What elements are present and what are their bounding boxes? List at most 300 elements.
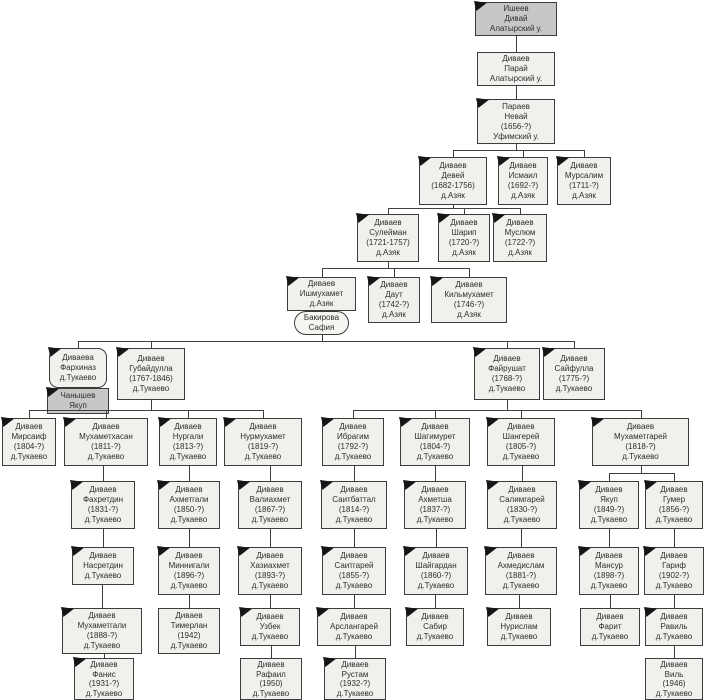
person-node-nevai [477, 99, 555, 144]
person-text-line: Диваев [92, 422, 120, 431]
person-text-line: Нургали [172, 432, 204, 441]
person-text-line: (1805-?) [505, 442, 537, 451]
connector-line [609, 529, 610, 547]
person-text-line: Диваев [341, 660, 369, 669]
person-text-line: д.Тукаево [655, 632, 693, 641]
person-text-line: Фархиназ [60, 363, 96, 372]
person-text-line: Диваев [660, 551, 688, 560]
person-node-yakup [579, 481, 639, 529]
person-text-line: Невай [504, 111, 528, 121]
connector-line [436, 529, 437, 547]
person-node-mirsaif [2, 418, 56, 466]
person-text-line: (1768-?) [491, 374, 523, 383]
person-text-line: д.Тукаево [251, 632, 289, 641]
person-text-line: Гариф [662, 561, 686, 570]
person-text-line: Чанышев [60, 391, 96, 400]
person-text-line: Диваев [340, 551, 368, 560]
person-text-line: Диваев [570, 161, 598, 170]
person-text-line: Сабир [423, 622, 447, 631]
person-text-line: Бакирова [303, 313, 340, 322]
person-text-line: д.Азяк [457, 310, 481, 319]
connector-line [469, 268, 470, 277]
connector-line [29, 410, 30, 418]
person-text-line: Диваев [339, 422, 367, 431]
person-text-line: (1804-?) [419, 442, 451, 451]
person-text-line: Ахмедислам [497, 561, 545, 570]
person-node-ravil [645, 608, 703, 646]
person-text-line: Равиль [660, 622, 688, 631]
person-node-devei [419, 157, 487, 205]
person-text-line: д.Тукаево [590, 515, 628, 524]
connector-line [609, 473, 610, 481]
person-text-line: Диваев [450, 218, 478, 227]
connector-line [435, 466, 436, 481]
person-text-line: Диваева [62, 353, 94, 362]
connector-line [270, 466, 271, 481]
connector-line [507, 341, 508, 348]
person-text-line: Дивай [504, 14, 528, 23]
person-text-line: (1746-?) [453, 300, 485, 309]
person-text-line: Диваев [307, 279, 336, 288]
person-text-line: (1942) [177, 631, 201, 640]
connector-line [521, 529, 522, 547]
person-text-line: д.Азяк [376, 248, 400, 257]
person-text-line: (1722-?) [504, 238, 536, 247]
connector-line [388, 208, 389, 214]
connector-line [394, 268, 395, 277]
person-text-line: Хазиахмет [250, 561, 290, 570]
connector-line [151, 400, 152, 410]
person-text-line: Диваев [374, 218, 402, 227]
person-text-line: д.Азяк [441, 191, 465, 200]
connector-line [189, 466, 190, 481]
person-text-line: (1946) [662, 679, 686, 688]
person-text-line: Сайфулла [554, 364, 594, 373]
person-node-sabir [406, 608, 464, 646]
connector-line [609, 473, 675, 474]
person-text-line: Шангерей [502, 432, 540, 441]
person-text-line: Тимерлан [170, 621, 208, 630]
person-node-ismail [498, 157, 548, 205]
connector-line [523, 150, 524, 157]
person-text-line: д.Тукаево [84, 571, 122, 580]
person-text-line: д.Тукаево [416, 452, 454, 461]
person-text-line: д.Тукаево [655, 581, 693, 590]
person-text-line: д.Тукаево [488, 384, 526, 393]
person-text-line: Нурислам [500, 622, 538, 631]
person-text-line: д.Тукаево [85, 688, 123, 698]
person-text-line: Диваев [137, 354, 165, 363]
person-text-line: Диваев [256, 551, 284, 560]
person-text-line: д.Азяк [309, 299, 334, 308]
connector-line [641, 410, 642, 418]
person-text-line: Диваев [174, 422, 202, 431]
person-text-line: Рафаил [256, 669, 286, 679]
person-text-line: (1896-?) [173, 571, 205, 580]
person-text-line: Миннигали [168, 561, 210, 570]
person-text-line: Диваев [455, 280, 483, 289]
person-text-line: Губайдулла [129, 364, 173, 373]
person-text-line: Диваев [595, 551, 623, 560]
person-text-line: (1850-?) [173, 505, 205, 514]
connector-line [674, 473, 675, 481]
connector-line [574, 341, 575, 348]
person-text-line: Диваев [256, 612, 284, 621]
connector-line [674, 529, 675, 547]
person-text-line: (1860-?) [420, 571, 452, 580]
connector-line [103, 529, 104, 547]
person-text-line: Диваев [560, 354, 588, 363]
person-text-line: д.Тукаево [655, 688, 693, 698]
person-text-line: (1813-?) [172, 442, 204, 451]
connector-line [270, 595, 271, 608]
person-text-line: Параев [502, 101, 530, 111]
connector-line [353, 410, 354, 418]
person-text-line: (1831-?) [87, 505, 119, 514]
person-text-line: д.Тукаево [169, 452, 207, 461]
connector-line [519, 595, 520, 608]
person-text-line: д.Тукаево [335, 515, 373, 524]
person-text-line: д.Тукаево [555, 384, 593, 393]
person-text-line: Фахретдин [82, 495, 124, 504]
connector-line [271, 646, 272, 658]
person-node-gubaidulla [117, 348, 185, 400]
person-text-line: д.Азяк [511, 191, 535, 200]
connector-line [106, 410, 107, 418]
connector-line [189, 529, 190, 547]
connector-line [151, 341, 152, 348]
connector-line [353, 410, 642, 411]
connector-line [507, 400, 508, 410]
person-text-line: д.Тукаево [335, 632, 373, 641]
person-text-line: Диваев [175, 551, 203, 560]
person-text-line: Диваев [439, 161, 467, 170]
person-text-line: д.Тукаево [503, 515, 541, 524]
person-text-line: Диваев [256, 485, 284, 494]
person-node-vil [645, 658, 703, 700]
person-text-line: Мирсаиф [11, 432, 47, 441]
person-text-line: Диваев [596, 612, 624, 621]
person-text-line: Сафия [308, 323, 335, 332]
person-text-line: Виль [664, 669, 684, 679]
person-text-line: Арслангарей [330, 622, 378, 631]
person-text-line: (1775-?) [558, 374, 590, 383]
person-node-arslangarei [317, 608, 391, 646]
person-text-line: Валиахмет [249, 495, 291, 504]
person-text-line: Диваев [421, 485, 449, 494]
connector-line [520, 208, 521, 214]
person-node-mursalim [557, 157, 611, 205]
person-text-line: д.Тукаево [500, 632, 538, 641]
connector-line [78, 341, 79, 348]
person-text-line: Насретдин [83, 561, 123, 570]
connector-line [322, 268, 470, 269]
connector-line [354, 595, 355, 608]
connector-line [522, 466, 523, 481]
person-text-line: Салимгарей [499, 495, 545, 504]
person-text-line: д.Тукаево [252, 688, 290, 698]
person-node-nurgali [159, 418, 217, 466]
person-node-sharip [438, 214, 490, 262]
person-node-nasretdin [72, 547, 134, 585]
person-text-line: (1881-?) [505, 571, 537, 580]
person-node-gumer [645, 481, 703, 529]
person-text-line: д.Тукаево [502, 581, 540, 590]
person-text-line: (1767-1846) [129, 374, 173, 383]
person-text-line: Диваев [88, 611, 116, 620]
person-text-line: Якуп [69, 401, 87, 410]
person-text-line: (1893-?) [254, 571, 286, 580]
person-text-line: Диваев [595, 485, 623, 494]
person-text-line: Уфимский у. [493, 131, 539, 141]
person-node-kilmuhamet [431, 277, 507, 323]
person-text-line: Мухаметхасан [79, 432, 133, 441]
connector-line [29, 410, 264, 411]
person-text-line: Диваев [422, 551, 450, 560]
person-text-line: Ибрагим [336, 432, 370, 441]
person-text-line: (1819-?) [247, 442, 279, 451]
connector-line [355, 646, 356, 658]
person-text-line: (1814-?) [338, 505, 370, 514]
person-node-saifulla [543, 348, 605, 400]
person-text-line: Фарит [598, 622, 622, 631]
connector-line [103, 466, 104, 481]
person-text-line: (1742-?) [378, 300, 410, 309]
person-text-line: Ахметгали [169, 495, 209, 504]
connector-line [189, 595, 190, 608]
person-text-line: Мурсалим [564, 171, 604, 180]
person-text-line: Диваев [249, 422, 277, 431]
person-node-muhametgarei [592, 418, 689, 466]
person-text-line: д.Тукаево [417, 581, 455, 590]
person-text-line: Диваев [89, 485, 117, 494]
person-node-farhinaz [49, 348, 107, 388]
person-text-line: Диваев [90, 660, 118, 669]
person-node-suleiman [357, 214, 419, 262]
connector-line [435, 595, 436, 608]
person-text-line: Диваев [257, 660, 285, 669]
person-node-ahmedislam [485, 547, 557, 595]
person-text-line: Саитгарей [334, 561, 374, 570]
person-node-minnigali [158, 547, 220, 595]
person-text-line: д.Тукаево [622, 452, 659, 461]
person-text-line: Сулейман [369, 228, 407, 237]
person-node-ahmetgali [158, 481, 220, 529]
person-text-line: Диваев [493, 354, 521, 363]
person-node-salimgarei [487, 481, 557, 529]
person-text-line: Ишмухамет [299, 289, 344, 298]
person-text-line: (1931-?) [88, 679, 120, 688]
person-node-daut [368, 277, 420, 323]
person-text-line: Алатырский у. [489, 74, 543, 83]
person-node-nurmuhamet [224, 418, 302, 466]
person-node-uzbek [240, 608, 300, 646]
connector-line [674, 595, 675, 608]
connector-line [464, 208, 465, 214]
connector-line [322, 268, 323, 277]
person-text-line: (1792-?) [337, 442, 369, 451]
person-text-line: Алатырский у. [489, 24, 543, 33]
connector-line [641, 466, 642, 473]
connector-line [453, 150, 454, 157]
person-node-shagimuret [400, 418, 470, 466]
person-text-line: Кильмухамет [444, 290, 494, 299]
person-text-line: Диваев [502, 54, 530, 63]
person-node-parai [477, 52, 555, 86]
person-text-line: д.Тукаево [416, 515, 454, 524]
person-text-line: Диваев [508, 485, 536, 494]
connector-line [610, 595, 611, 608]
person-text-line: Диваев [175, 611, 203, 620]
connector-line [78, 341, 575, 342]
connector-line [102, 585, 103, 608]
person-text-line: Файрушат [488, 364, 526, 373]
person-text-line: (1720-?) [448, 238, 480, 247]
connector-line [104, 654, 105, 658]
person-node-rafail [240, 658, 302, 700]
person-text-line: д.Азяк [572, 191, 596, 200]
person-text-line: Диваев [89, 551, 117, 560]
person-text-line: Даут [385, 290, 403, 299]
person-text-line: д.Тукаево [59, 373, 97, 382]
person-text-line: Шайгардан [415, 561, 457, 570]
person-text-line: Рустам [341, 669, 369, 679]
connector-line [516, 36, 517, 52]
person-text-line: д.Тукаево [170, 581, 208, 590]
person-text-line: Диваев [175, 485, 203, 494]
person-text-line: д.Тукаево [502, 452, 540, 461]
person-text-line: Фанис [92, 669, 116, 679]
person-text-line: Шагимурет [414, 432, 456, 441]
person-text-line: (1711-?) [569, 181, 599, 190]
person-text-line: (1888-?) [86, 631, 118, 640]
person-text-line: Диваев [507, 422, 535, 431]
person-text-line: д.Азяк [508, 248, 532, 257]
person-text-line: д.Тукаево [251, 515, 289, 524]
connector-line [354, 529, 355, 547]
person-text-line: д.Тукаево [10, 452, 48, 461]
person-text-line: Мансур [595, 561, 623, 570]
person-text-line: Диваев [660, 612, 688, 621]
person-text-line: Муслюм [504, 228, 536, 237]
person-node-valiahmet [238, 481, 302, 529]
person-text-line: Узбек [259, 622, 281, 631]
person-text-line: д.Тукаево [655, 515, 693, 524]
person-text-line: д.Тукаево [84, 515, 122, 524]
connector-line [354, 466, 355, 481]
person-text-line: (1656-?) [500, 121, 532, 131]
person-text-line: Мухаметгали [77, 621, 127, 630]
person-text-line: Диваев [660, 485, 688, 494]
person-node-muslum [493, 214, 547, 262]
connector-line [516, 86, 517, 99]
person-text-line: (1932-?) [339, 679, 371, 688]
person-text-line: Шарип [451, 228, 477, 237]
person-text-line: Нурмухамет [240, 432, 286, 441]
person-text-line: Диваев [509, 161, 537, 170]
person-text-line: Диваев [380, 280, 408, 289]
person-node-garif [644, 547, 704, 595]
person-node-ibragim [322, 418, 384, 466]
person-text-line: д.Тукаево [132, 384, 170, 393]
person-text-line: д.Тукаево [251, 581, 289, 590]
person-text-line: д.Азяк [452, 248, 476, 257]
person-text-line: (1804-?) [13, 442, 45, 451]
person-text-line: Саитбаттал [332, 495, 376, 504]
person-text-line: (1837-?) [419, 505, 451, 514]
person-text-line: (1898-?) [593, 571, 625, 580]
person-text-line: Диваев [421, 422, 449, 431]
person-text-line: (1855-?) [338, 571, 370, 580]
connector-line [263, 410, 264, 418]
person-text-line: (1902-?) [658, 571, 690, 580]
person-text-line: д.Тукаево [244, 452, 282, 461]
person-text-line: д.Азяк [382, 310, 406, 319]
person-text-line: Девей [441, 171, 465, 180]
connector-line [453, 150, 585, 151]
person-node-timerlan [158, 608, 220, 654]
person-text-line: (1682-1756) [431, 181, 475, 190]
connector-line [521, 410, 522, 418]
person-text-line: Парай [504, 64, 528, 73]
person-text-line: Диваев [660, 660, 688, 669]
connector-line [270, 529, 271, 547]
person-text-line: д.Тукаево [334, 452, 372, 461]
person-node-saitbattal [321, 481, 387, 529]
person-node-haziahmet [238, 547, 302, 595]
person-text-line: (1818-?) [625, 442, 656, 451]
person-node-mansur [579, 547, 639, 595]
person-node-farit [580, 608, 640, 646]
person-text-line: Ахметша [418, 495, 452, 504]
person-text-line: (1849-?) [593, 505, 625, 514]
person-node-fairushat [474, 348, 540, 400]
connector-line [188, 410, 189, 418]
person-text-line: Диваев [15, 422, 43, 431]
person-text-line: Гумер [662, 495, 686, 504]
connector-line [674, 646, 675, 658]
person-node-shaigardan [404, 547, 468, 595]
person-text-line: Диваев [340, 485, 368, 494]
person-text-line: Диваев [507, 551, 535, 560]
person-text-line: д.Тукаево [590, 581, 628, 590]
person-text-line: Диваев [505, 612, 533, 621]
person-text-line: (1721-1757) [366, 238, 410, 247]
connector-line [388, 208, 521, 209]
person-node-fahretdin [71, 481, 135, 529]
person-node-muhamethasan [64, 418, 148, 466]
person-text-line: (1830-?) [506, 505, 538, 514]
connector-line [584, 150, 585, 157]
person-node-ishaev [475, 2, 557, 36]
person-text-line: Диваев [506, 218, 534, 227]
person-node-ahmetsha [404, 481, 466, 529]
person-node-saitgarei [322, 547, 386, 595]
person-text-line: Якуп [600, 495, 618, 504]
person-text-line: Диваев [340, 612, 368, 621]
person-text-line: д.Тукаево [170, 641, 208, 650]
person-node-ishmuhamet [287, 277, 356, 311]
person-text-line: (1950) [259, 679, 283, 688]
person-text-line: Диваев [421, 612, 449, 621]
person-text-line: Исмаил [508, 171, 538, 180]
person-node-bakirova [294, 311, 349, 335]
person-text-line: д.Тукаево [591, 632, 629, 641]
person-node-rustam [324, 658, 386, 700]
person-text-line: д.Тукаево [87, 452, 125, 461]
connector-line [435, 410, 436, 418]
person-node-muhametgali [62, 608, 142, 654]
